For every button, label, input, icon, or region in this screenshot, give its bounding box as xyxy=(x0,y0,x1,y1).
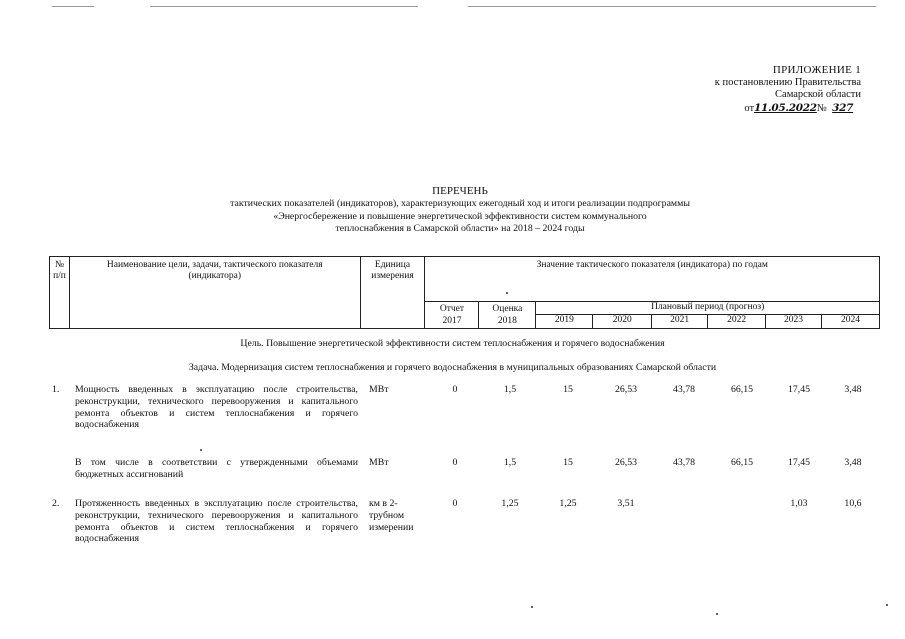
col-header-values: Значение тактического показателя (индикатора) по годам xyxy=(425,257,880,302)
document-title: ПЕРЕЧЕНЬ xyxy=(432,185,488,197)
appendix-title: ПРИЛОЖЕНИЕ 1 xyxy=(772,64,861,76)
col-header-year-2023: 2023 xyxy=(766,315,822,329)
row-1a-value-2018: 1,5 xyxy=(503,457,517,468)
scan-speck xyxy=(886,604,888,606)
scan-speck xyxy=(506,292,508,294)
row-1-value-2023: 17,45 xyxy=(787,384,811,395)
row-1a-value-2019: 15 xyxy=(563,457,573,468)
row-1a-value-2021: 43,78 xyxy=(672,457,696,468)
appendix-date-line xyxy=(715,102,861,116)
row-1-number: 1. xyxy=(52,384,60,395)
scan-artifact-line xyxy=(468,6,876,7)
task-heading: Задача. Модернизация систем теплоснабжения и горячего водоснабжения в муниципальных образованиях Самарской области xyxy=(188,362,717,373)
col-header-year-2022: 2022 xyxy=(708,315,766,329)
row-1a-unit: МВт xyxy=(369,457,389,468)
heading-line-3: теплоснабжения в Самарской области» на 2018 – 2024 годы xyxy=(335,223,585,235)
row-1a-value-2017: 0 xyxy=(452,457,458,468)
row-2-value-2019: 1,25 xyxy=(559,498,577,509)
col-header-number: № п/п xyxy=(50,257,70,329)
appendix-block xyxy=(715,64,861,115)
document-heading xyxy=(160,185,760,236)
row-1a-value-2020: 26,53 xyxy=(614,457,638,468)
row-2-value-2018: 1,25 xyxy=(501,498,519,509)
row-2-value-2023: 1,03 xyxy=(790,498,808,509)
scan-artifact-line xyxy=(150,6,418,7)
row-1a-value-2023: 17,45 xyxy=(787,457,811,468)
appendix-line-2: Самарской области xyxy=(775,89,861,100)
row-1a-value-2024: 3,48 xyxy=(844,457,862,468)
col-header-name: Наименование цели, задачи, тактического показателя (индикатора) xyxy=(69,257,360,329)
col-header-plan: Плановый период (прогноз) xyxy=(536,302,880,315)
row-1-value-2020: 26,53 xyxy=(614,384,638,395)
appendix-line-1: к постановлению Правительства xyxy=(714,76,861,88)
scan-speck xyxy=(531,606,533,608)
handwritten-number: 327 xyxy=(832,101,854,114)
row-2-name: Протяженность введенных в эксплуатацию после строительства, реконструкции, технического перевооружения и капитального ремонта объектов и систем теплоснабжения и горячего водоснабжения xyxy=(75,498,358,545)
row-1-value-2022: 66,15 xyxy=(730,384,754,395)
row-1a-name: В том числе в соответствии с утвержденными объемами бюджетных ассигнований xyxy=(75,457,358,480)
row-1-value-2024: 3,48 xyxy=(844,384,862,395)
col-header-year-2019: 2019 xyxy=(536,315,593,329)
handwritten-date: 11.05.2022 xyxy=(754,101,817,114)
row-1a-value-2022: 66,15 xyxy=(730,457,754,468)
row-1-unit: МВт xyxy=(369,384,389,395)
col-header-report: Отчет 2017 xyxy=(425,302,479,329)
scan-speck xyxy=(200,449,202,451)
row-1-value-2019: 15 xyxy=(563,384,573,395)
scan-artifact-line xyxy=(52,6,94,7)
row-1-name: Мощность введенных в эксплуатацию после строительства, реконструкции, технического перевооружения и капитального ремонта объектов и систем теплоснабжения и горячего водоснабжения xyxy=(75,384,358,431)
col-header-unit: Единица измерения xyxy=(360,257,425,329)
row-2-number: 2. xyxy=(52,498,60,509)
row-1-value-2021: 43,78 xyxy=(672,384,696,395)
row-2-value-2020: 3,51 xyxy=(617,498,635,509)
scan-speck xyxy=(716,613,718,615)
date-prefix: от xyxy=(744,102,755,114)
number-sign: № xyxy=(816,102,827,114)
row-1-value-2017: 0 xyxy=(452,384,458,395)
heading-line-1: тактических показателей (индикаторов), характеризующих ежегодный ход и итоги реализации подпрограммы xyxy=(230,197,690,209)
row-2-value-2024: 10,6 xyxy=(844,498,862,509)
col-header-year-2024: 2024 xyxy=(821,315,879,329)
row-2-unit: км в 2-трубном измерении xyxy=(369,498,414,533)
goal-heading: Цель. Повышение энергетической эффективности систем теплоснабжения и горячего водоснабжения xyxy=(240,338,665,349)
heading-line-2: «Энергосбережение и повышение энергетической эффективности систем коммунального xyxy=(273,210,647,222)
col-header-estimate: Оценка 2018 xyxy=(479,302,536,329)
col-header-year-2021: 2021 xyxy=(652,315,708,329)
col-header-year-2020: 2020 xyxy=(593,315,652,329)
indicator-table-header xyxy=(49,256,880,329)
row-1-value-2018: 1,5 xyxy=(503,384,517,395)
row-2-value-2017: 0 xyxy=(452,498,458,509)
